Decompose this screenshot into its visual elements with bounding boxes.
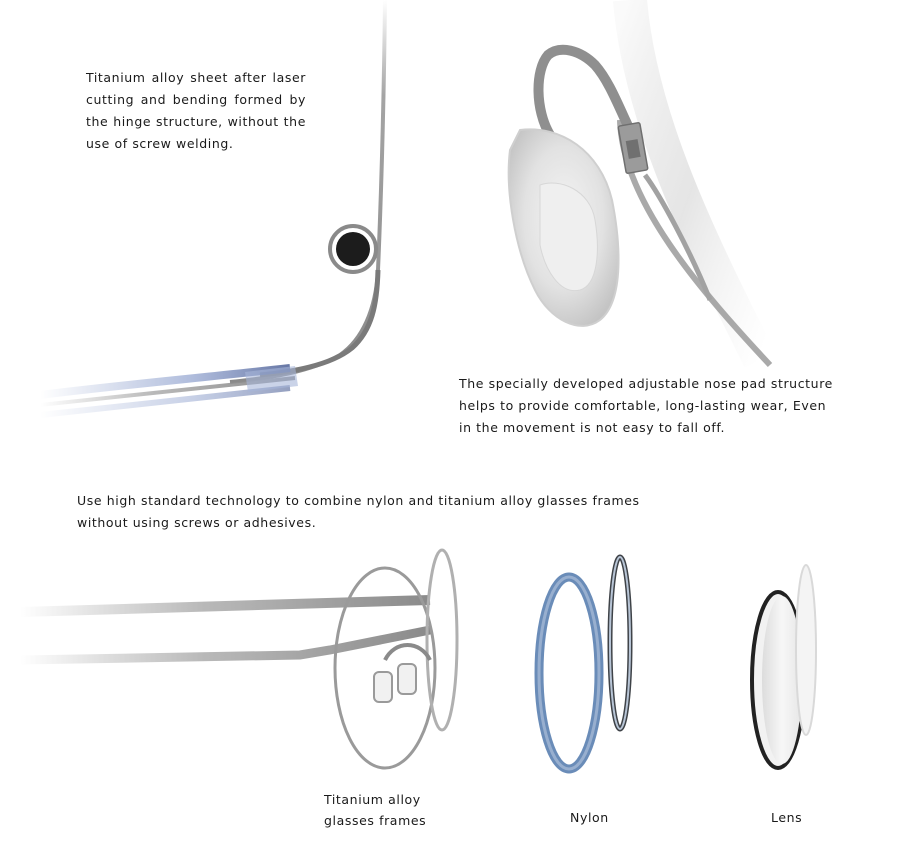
nose-pad-caption: The specially developed adjustable nose pad structure helps to provide comfortable, long-lasting wear, Even in the movement is not easy to fall off. (459, 376, 833, 435)
assembled-frame-illustration (20, 550, 457, 768)
lens-illustration (752, 565, 816, 768)
titanium-frame-label (324, 789, 444, 831)
titanium-label-line2: glasses frames (324, 813, 427, 828)
nylon-rings-illustration (539, 557, 630, 769)
nose-pad-detail-illustration (509, 0, 770, 365)
frame-caption: Use high standard technology to combine nylon and titanium alloy glasses frames without using screws or adhesives. (77, 493, 640, 530)
titanium-label-line1: Titanium alloy (324, 792, 421, 807)
hinge-detail-illustration (40, 0, 385, 415)
hinge-caption: Titanium alloy sheet after laser cutting and bending formed by the hinge structure, without the use of screw welding. (86, 70, 306, 151)
nylon-label: Nylon (570, 810, 609, 825)
lens-label: Lens (771, 810, 803, 825)
